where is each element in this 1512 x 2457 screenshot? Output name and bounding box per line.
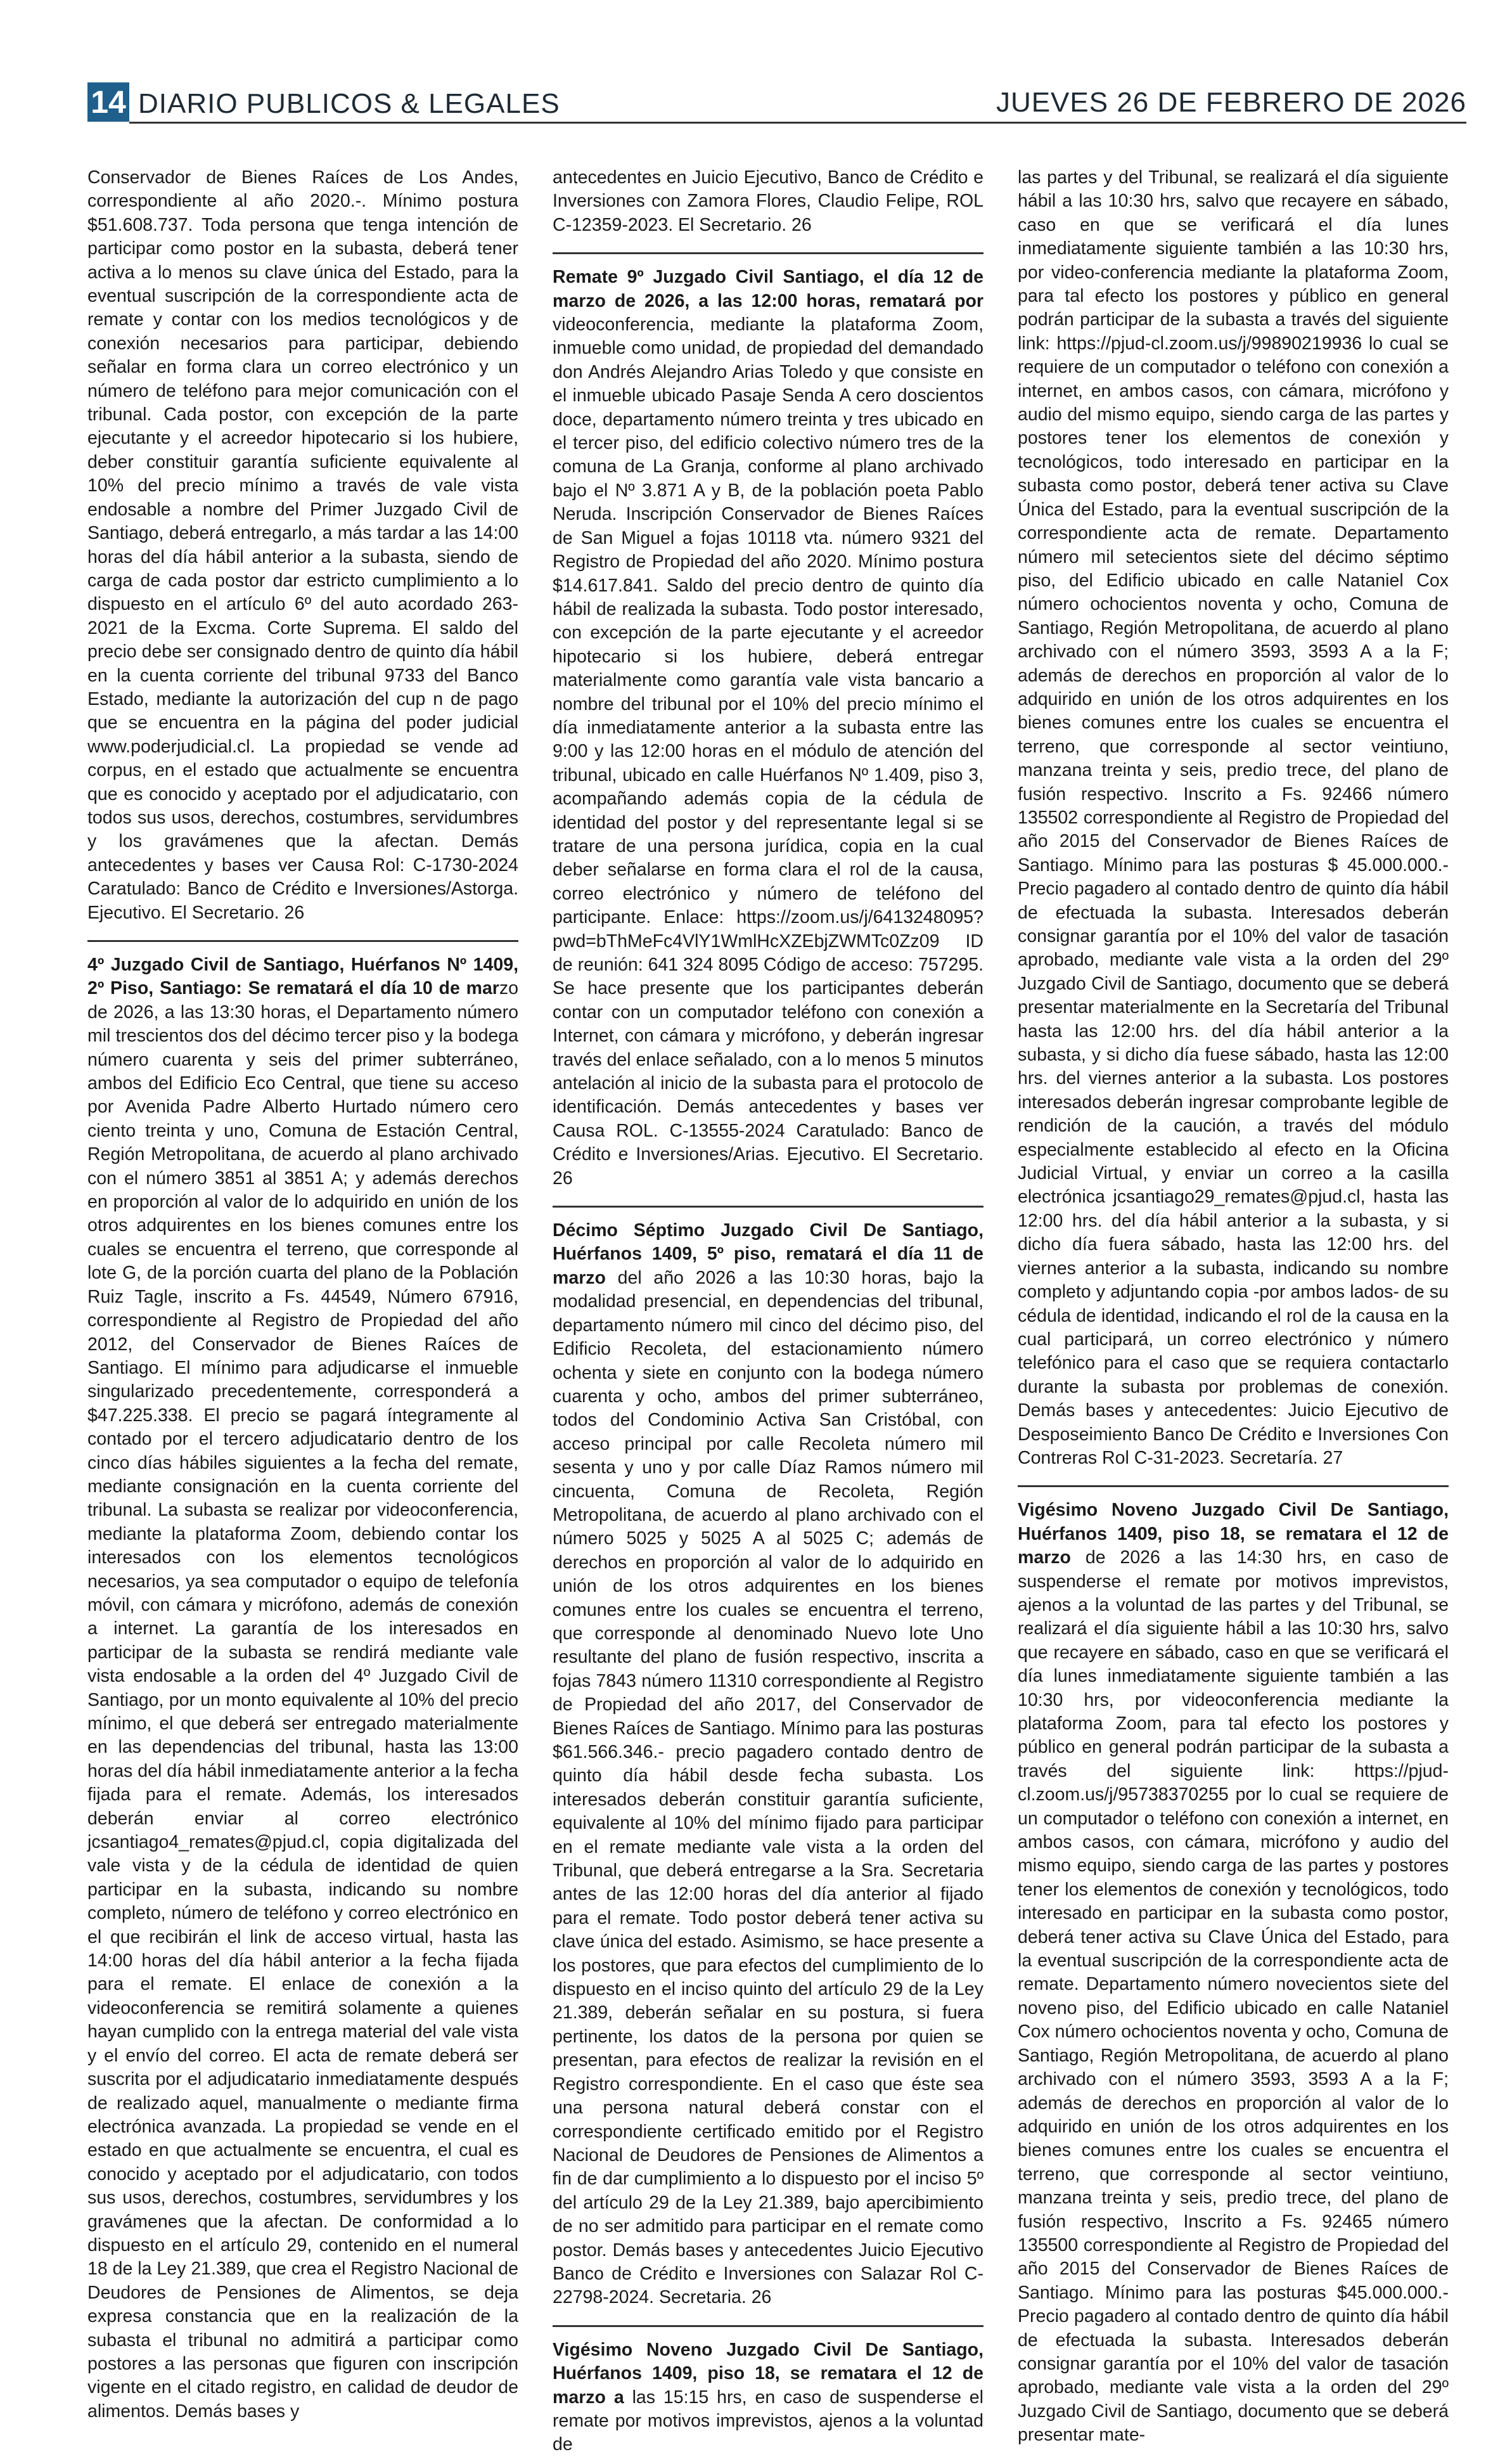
page-number: 14	[87, 82, 129, 122]
notice-text	[87, 166, 518, 925]
legal-notice	[1018, 1485, 1449, 2447]
legal-notice	[553, 252, 983, 1190]
section-title: DIARIO PUBLICOS & LEGALES	[138, 88, 560, 119]
notice-body: zo de 2026, a las 13:30 horas, el Departamento número mil trescientos dos del décimo tercer piso y la bodega número cuarenta y seis del primer subterráneo, ambos del Edificio Eco Central, que tiene su acceso por Avenida Padre Alberto Hurtado número cero ciento treinta y uno, Comuna de Estación Central, Región Metropolitana, de acuerdo al plano archivado con el número 3851 al 3851 A; y además derechos en proporción al valor de lo adquirido en unión de los otros adquirentes en los bienes comunes entre los cuales se encuentra el terreno, que corresponde al lote G, de la porción cuarta del plano de la Población Ruiz Tagle, inscrito a Fs. 44549, Número 67916, correspondiente al Registro de Propiedad del año 2012, del Conservador de Bienes Raíces de Santiago. El mínimo para adjudicarse el inmueble singularizado precedentemente, corresponderá a $47.225.338. El precio se pagará íntegramente al contado por el tercero adjudicatario dentro de los cinco días hábiles siguientes a la fecha del remate, mediante consignación en la cuenta corriente del tribunal. La subasta se realizar por videoconferencia, mediante la plataforma Zoom, debiendo contar los interesados con los elementos tecnológicos necesarios, ya sea computador o equipo de telefonía móvil, con cámara y micrófono, además de conexión a internet. La garantía de los interesados en participar de la subasta se rendirá mediante vale vista endosable a la orden del 4º Juzgado Civil de Santiago, por un monto equivalente al 10% del precio mínimo, el que deberá ser entregado materialmente en las dependencias del tribunal, hasta las 13:00 horas del día hábil inmediatamente anterior a la fecha fijada para el remate. Además, los interesados deberán enviar al correo electrónico jcsantiago4_remates@pjud.cl, copia digitalizada del vale vista y de la cédula de identidad de quien participar en la subasta, indicando su nombre completo, número de teléfono y correo electrónico en el que recibirán el link de acceso virtual, hasta las 14:00 horas del día hábil anterior a la fecha fijada para el remate. El enlace de conexión a la videoconferencia se remitirá solamente a quienes hayan cumplido con la entrega material del vale vista y el envío del correo. El acta de remate deberá ser suscrita por el adjudicatario inmediatamente después de realizado aquel, manualmente o mediante firma electrónica avanzada. La propiedad se vende en el estado en que actualmente se encuentra, el cual es conocido y aceptado por el adjudicatario, con todos sus usos, derechos, costumbres, servidumbres y los gravámenes que la afectan. De conformidad a lo dispuesto en el artículo 29, contenido en el numeral 18 de la Ley 21.389, que crea el Registro Nacional de Deudores de Pensiones de Alimentos, se deja expresa constancia que en la realización de la subasta el tribunal no admitirá a participar como postores a las personas que figuren con inscripción vigente en el citado registro, en calidad de deudor de alimentos. Demás bases y	[87, 978, 518, 2422]
notice-body: del año 2026 a las 10:30 horas, bajo la modalidad presencial, en dependencias del tribunal, departamento número mil cinco del décimo piso, del Edificio Recoleta, del estacionamiento número ochenta y siete en conjunto con la bodega número cuarenta y ocho, ambos del primer subterráneo, todos del Condominio Activa San Cristóbal, con acceso principal por calle Recoleta número mil sesenta y uno y por calle Díaz Ramos número mil cincuenta, Comuna de Recoleta, Región Metropolitana, de acuerdo al plano archivado con el número 5025 y 5025 A al 5025 C; además de derechos en proporción al valor de lo adquirido en unión de los otros adquirentes en los bienes comunes entre los cuales se encuentra el terreno, que corresponde al denominado Nuevo lote Uno resultante del plano de fusión respectivo, inscrita a fojas 7843 número 11310 correspondiente al Registro de Propiedad del año 2017, del Conservador de Bienes Raíces de Santiago. Mínimo para las posturas $61.566.346.- precio pagadero contado dentro de quinto día hábil desde fecha subasta. Los interesados deberán constituir garantía suficiente, equivalente al 10% del mínimo fijado para participar en el remate mediante vale vista a la orden del Tribunal, que deberá entregarse a la Sra. Secretaria antes de las 12:00 horas del día anterior al fijado para el remate. Todo postor deberá tener activa su clave única del estado. Asimismo, se hace presente a los postores, que para efectos del cumplimiento de lo dispuesto en el inciso quinto del artículo 29 de la Ley 21.389, deberán señalar en su postura, si fuera pertinente, los datos de la persona por quien se presentan, para efectos de realizar la revisión en el Registro correspondiente. En el caso que éste sea una persona natural deberá constar con el correspondiente certificado emitido por el Registro Nacional de Deudores de Pensiones de Alimentos a fin de dar cumplimiento a lo dispuesto por el inciso 5º del artículo 29 de la Ley 21.389, bajo apercibimiento de no ser admitido para participar en el remate como postor. Demás bases y antecedentes Juicio Ejecutivo Banco de Crédito e Inversiones con Salazar Rol C-22798-2024. Secretaria. 26	[553, 1267, 983, 2308]
legal-notice	[1018, 166, 1449, 1470]
notice-heading: Décimo Séptimo Juzgado Civil De Santiago, Huérfanos 1409, 5º piso, rematará el día 11 de marzo	[553, 1220, 983, 1288]
notice-text	[553, 166, 983, 237]
legal-notice	[553, 2325, 983, 2457]
legal-notice	[553, 1206, 983, 2310]
notice-heading: Vigésimo Noveno Juzgado Civil De Santiago, Huérfanos 1409, piso 18, se rematara el 12 de marzo	[1018, 1500, 1449, 1568]
notice-text	[553, 2338, 983, 2457]
header-rule	[129, 122, 1466, 124]
notice-body: videoconferencia, mediante la plataforma Zoom, inmueble como unidad, de propiedad del demandado don Andrés Alejandro Arias Toledo y que consiste en el inmueble ubicado Pasaje Senda A cero doscientos doce, departamento número treinta y tres ubicado en el tercer piso, del edificio colectivo número tres de la comuna de La Granja, conforme al plano archivado bajo el Nº 3.871 A y B, de la población poeta Pablo Neruda. Inscripción Conservador de Bienes Raíces de San Miguel a fojas 10118 vta. número 9321 del Registro de Propiedad del año 2020. Mínimo postura $14.617.841. Saldo del precio dentro de quinto día hábil de realizada la subasta. Todo postor interesado, con excepción de la parte ejecutante y el acreedor hipotecario si los hubiere, deberá entregar materialmente como garantía vale vista bancario a nombre del tribunal por el 10% del precio mínimo el día inmediatamente anterior a la subasta entre las 9:00 y las 12:00 horas en el módulo de atención del tribunal, ubicado en calle Huérfanos Nº 1.409, piso 3, acompañando además copia de la cédula de identidad del postor y del representante legal si se tratare de una persona jurídica, copia en la cual deber señalarse en forma clara el rol de la causa, correo electrónico y número de teléfono del participante. Enlace: https://zoom.us/j/6413248095?pwd=bThMeFc4VlY1WmlHcXZEbjZWMTc0Zz09 ID de reunión: 641 324 8095 Código de acceso: 757295. Se hace presente que los participantes deberán contar con un computador teléfono con conexión a Internet, con cámara y micrófono, y deberán ingresar través del enlace señalado, con a lo menos 5 minutos antelación al inicio de la subasta para el protocolo de identificación. Demás antecedentes y bases ver Causa ROL. C-13555-2024 Caratulado: Banco de Crédito e Inversiones/Arias. Ejecutivo. El Secretario. 26	[553, 314, 983, 1189]
legal-notice	[87, 166, 518, 925]
notice-text	[1018, 1499, 1449, 2447]
notice-body: Conservador de Bienes Raíces de Los Andes, correspondiente al año 2020.-. Mínimo postura $51.608.737. Toda persona que tenga intención de participar como postor en la subasta, deberá tener activa a lo menos su clave única del Estado, para la eventual suscripción de la correspondiente acta de remate y contar con los medios tecnológicos y de conexión necesarios para participar, debiendo señalar en forma clara un correo electrónico y un número de teléfono para mejor comunicación con el tribunal. Cada postor, con excepción de la parte ejecutante y el acreedor hipotecario si los hubiere, deber constituir garantía suficiente equivalente al 10% del precio mínimo a través de vale vista endosable a nombre del Primer Juzgado Civil de Santiago, deberá entregarlo, a más tardar a las 14:00 horas del día hábil anterior a la subasta, siendo de carga de cada postor dar estricto cumplimiento a lo dispuesto en el artículo 6º del auto acordado 263-2021 de la Excma. Corte Suprema. El saldo del precio debe ser consignado dentro de quinto día hábil en la cuenta corriente del tribunal 9733 del Banco Estado, mediante la autorización del cup n de pago que se encuentra en la página del poder judicial www.poderjudicial.cl. La propiedad se vende ad corpus, en el estado que actualmente se encuentra que es conocido y aceptado por el adjudicatario, con todos sus usos, derechos, costumbres, servidumbres y los gravámenes que la afectan. Demás antecedentes y bases ver Causa Rol: C-1730-2024 Caratulado: Banco de Crédito e Inversiones/Astorga. Ejecutivo. El Secretario. 26	[87, 167, 518, 923]
notice-body: las partes y del Tribunal, se realizará el día siguiente hábil a las 10:30 hrs, salvo que recayere en sábado, caso en que se verificará el día lunes inmediatamente siguiente también a las 10:30 hrs, por video-conferencia mediante la plataforma Zoom, para tal efecto los postores y público en general podrán participar de la subasta a través del siguiente link: https://pjud-cl.zoom.us/j/99890219936 lo cual se requiere de un computador o teléfono con conexión a internet, en ambos casos, con cámara, micrófono y audio del mismo equipo, siendo carga de las partes y postores tener los elementos de conexión y tecnológicos, todo interesado en participar en la subasta como postor, deberá tener activa su Clave Única del Estado, para la eventual suscripción de la correspondiente acta de remate. Departamento número mil setecientos siete del décimo séptimo piso, del Edificio ubicado en calle Nataniel Cox número ochocientos noventa y ocho, Comuna de Santiago, Región Metropolitana, de acuerdo al plano archivado con el número 3593, 3593 A a la F; además de derechos en proporción al valor de lo adquirido en unión de los otros adquirentes en los bienes comunes entre los cuales se encuentra el terreno, que corresponde al sector veintiuno, manzana treinta y seis, predio trece, del plano de fusión respectivo. Inscrito a Fs. 92466 número 135502 correspondiente al Registro de Propiedad del año 2015 del Conservador de Bienes Raíces de Santiago. Mínimo para las posturas $ 45.000.000.- Precio pagadero al contado dentro de quinto día hábil de efectuada la subasta. Interesados deberán consignar garantía por el 10% del valor de tasación aprobado, mediante vale vista a la orden del 29º Juzgado Civil de Santiago, documento que se deberá presentar materialmente en la Secretaría del Tribunal hasta las 12:00 hrs. del día hábil anterior a la subasta, y si dicho día fuese sábado, hasta las 12:00 hrs. del viernes anterior a la subasta. Los postores interesados deberán ingresar comprobante legible de rendición de la caución, a través del módulo especialmente establecido al efecto en la Oficina Judicial Virtual, y enviar un correo a la casilla electrónica jcsantiago29_remates@pjud.cl, hasta las 12:00 hrs. del día hábil anterior a la subasta, y si dicho día fuera sábado, hasta las 12:00 hrs. del viernes anterior a la subasta, indicando su nombre completo y adjuntando copia -por ambos lados- de su cédula de identidad, indicando el rol de la causa en la cual participará, un correo electrónico y número telefónico para el caso que se requiera contactarlo durante la subasta por problemas de conexión. Demás bases y antecedentes: Juicio Ejecutivo de Desposeimiento Banco De Crédito e Inversiones Con Contreras Rol C-31-2023. Secretaría. 27	[1018, 167, 1449, 1468]
notice-text	[553, 266, 983, 1190]
notice-body: de 2026 a las 14:30 hrs, en caso de suspenderse el remate por motivos imprevistos, ajenos a la voluntad de las partes y del Tribunal, se realizará el día siguiente hábil a las 10:30 hrs, salvo que recayere en sábado, caso en que se verificará el día lunes inmediatamente siguiente también a las 10:30 hrs, por videoconferencia mediante la plataforma Zoom, para tal efecto los postores y público en general podrán participar de la subasta a través del siguiente link: https://pjud-cl.zoom.us/j/95738370255 por lo cual se requiere de un computador o teléfono con conexión a internet, en ambos casos, con cámara, micrófono y audio del mismo equipo, siendo carga de las partes y postores tener los elementos de conexión y tecnológicos, todo interesado en participar en la subasta como postor, deberá tener activa su Clave Única del Estado, para la eventual suscripción de la correspondiente acta de remate. Departamento número novecientos siete del noveno piso, del Edificio ubicado en calle Nataniel Cox número ochocientos noventa y ocho, Comuna de Santiago, Región Metropolitana, de acuerdo al plano archivado con el número 3593, 3593 A a la F; además de derechos en proporción al valor de lo adquirido en unión de los otros adquirentes en los bienes comunes entre los cuales se encuentra el terreno, que corresponde al sector veintiuno, manzana treinta y seis, predio trece, del plano de fusión respectivo, Inscrito a Fs. 92465 número 135500 correspondiente al Registro de Propiedad del año 2015 del Conservador de Bienes Raíces de Santiago. Mínimo para las posturas $45.000.000.- Precio pagadero al contado dentro de quinto día hábil de efectuada la subasta. Interesados deberán consignar garantía por el 10% del valor de tasación aprobado, mediante vale vista a la orden del 29º Juzgado Civil de Santiago, documento que se deberá presentar mate-	[1018, 1547, 1449, 2446]
notice-text	[553, 1219, 983, 2310]
column-2	[553, 166, 983, 2455]
notice-body: las 15:15 hrs, en caso de suspenderse el remate por motivos imprevistos, ajenos a la voluntad de	[553, 2387, 983, 2455]
column-3	[1018, 166, 1449, 2446]
page-header	[87, 82, 1466, 122]
notice-heading: 4º Juzgado Civil de Santiago, Huérfanos Nº 1409, 2º Piso, Santiago: Se rematará el día 10 de mar	[87, 955, 518, 999]
legal-notice	[553, 166, 983, 237]
legal-notice	[87, 940, 518, 2423]
column-1	[87, 166, 518, 2422]
notice-text	[87, 953, 518, 2423]
notice-heading: Vigésimo Noveno Juzgado Civil De Santiago, Huérfanos 1409, piso 18, se rematara el 12 de marzo a	[553, 2339, 983, 2408]
notice-heading: Remate 9º Juzgado Civil Santiago, el día 12 de marzo de 2026, a las 12:00 horas, rematará por	[553, 267, 983, 311]
notice-text	[1018, 166, 1449, 1470]
notice-body: antecedentes en Juicio Ejecutivo, Banco de Crédito e Inversiones con Zamora Flores, Claudio Felipe, ROL C-12359-2023. El Secretario. 26	[553, 167, 983, 235]
issue-date: JUEVES 26 DE FEBRERO DE 2026	[996, 87, 1466, 118]
